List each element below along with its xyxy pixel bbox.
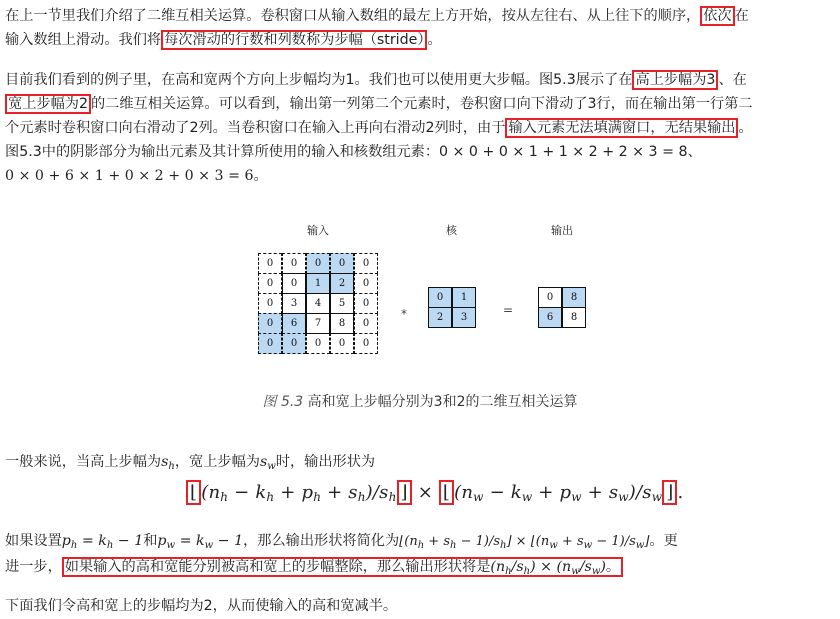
- f-sub: h: [266, 490, 275, 504]
- m: = k: [77, 533, 107, 549]
- matrix-cell: 5: [330, 293, 354, 314]
- text: 。更: [649, 533, 678, 549]
- m: p: [157, 533, 167, 549]
- f-sub: h: [220, 490, 229, 504]
- matrix-cell: 0: [354, 273, 378, 294]
- text: 在: [734, 8, 749, 24]
- text: ，宽上步幅为: [174, 454, 260, 470]
- text: 的二维互相关运算。可以看到，输出第一列第二个元素时，卷积窗口向下滑动了3行，而在输出第一行第二: [90, 96, 753, 112]
- caption-text: 高和宽上步幅分别为3和2的二维互相关运算: [307, 394, 578, 410]
- matrix-cell: 3: [282, 293, 306, 314]
- caption-number: 图 5.3: [262, 394, 304, 410]
- output-label: 输出: [551, 224, 573, 237]
- matrix-cell: 6: [538, 307, 562, 328]
- m-sub: h: [523, 566, 531, 577]
- matrix-cell: 1: [306, 273, 330, 294]
- kernel-label: 核: [446, 224, 457, 237]
- para1-line1: [5, 6, 749, 26]
- m-sub: w: [591, 566, 601, 577]
- m: /s: [579, 559, 592, 575]
- para5-line1: [5, 596, 397, 616]
- text: 。: [605, 559, 621, 575]
- math-sub: w: [267, 461, 276, 472]
- m: ⌊(n: [399, 534, 418, 549]
- f: )/s: [628, 482, 652, 503]
- text: 图5.3中的阴影部分为输出元素及其计算所使用的输入和核数组元素：0 × 0 + 0 × 1 + 1 × 2 + 2 × 3 = 8、: [5, 144, 702, 160]
- para3-line1: [5, 452, 375, 477]
- matrix-cell: 0: [282, 273, 306, 294]
- f-sub: w: [571, 490, 582, 504]
- m: − 1)/s: [592, 534, 636, 549]
- matrix-cell: 0: [538, 287, 562, 308]
- f: − k: [483, 482, 522, 503]
- m-sub: h: [106, 540, 114, 551]
- multiply-sign: *: [401, 307, 407, 321]
- period: .: [677, 482, 684, 503]
- matrix-cell: 0: [354, 333, 378, 354]
- text: 。: [427, 32, 442, 48]
- matrix-cell: 0: [354, 253, 378, 274]
- para2-line5: [5, 166, 268, 186]
- text: 一般来说，当高上步幅为: [5, 454, 162, 470]
- highlight-box: 输入元素无法填满窗口，无结果输出: [505, 118, 738, 138]
- f: + p: [532, 482, 572, 503]
- m-sub: w: [166, 540, 176, 551]
- matrix-cell: 0: [330, 333, 354, 354]
- f-sub: h: [313, 490, 322, 504]
- matrix-cell: 8: [562, 307, 586, 328]
- para1-line2: [5, 30, 442, 50]
- text: 时，输出形状为: [275, 454, 376, 470]
- matrix-cell: 1: [452, 287, 476, 308]
- matrix-cell: 0: [428, 287, 452, 308]
- f: + p: [274, 482, 314, 503]
- para4-line1: [5, 531, 678, 556]
- matrix-cell: 0: [354, 293, 378, 314]
- text: 0 × 0 + 6 × 1 + 0 × 2 + 0 × 3 = 6。: [5, 168, 268, 184]
- rfloor-highlight: ⌋: [662, 480, 677, 505]
- m: + s: [424, 534, 450, 549]
- text: 输入数组上滑动。我们将: [5, 32, 162, 48]
- text: 目前我们看到的例子里，在高和宽两个方向上步幅均为1。我们也可以使用更大步幅。图5.3展示了在: [5, 72, 633, 88]
- equals-sign: =: [503, 303, 514, 317]
- m-sub: w: [204, 540, 214, 551]
- f: )/s: [365, 482, 389, 503]
- m-sub: h: [70, 540, 78, 551]
- m: − 1: [113, 533, 144, 549]
- m-sub: w: [635, 540, 645, 551]
- text: 和: [143, 533, 158, 549]
- matrix-cell: 0: [282, 333, 306, 354]
- m-sub: w: [549, 540, 558, 551]
- m: p: [61, 533, 71, 549]
- m: + s: [557, 534, 584, 549]
- para2-line2: [5, 94, 753, 114]
- matrix-cell: 0: [258, 253, 282, 274]
- matrix-cell: 0: [306, 253, 330, 274]
- text: 个元素时卷积窗口向右滑动了2列。当卷积窗口在输入上再向右滑动2列时，由于: [5, 120, 506, 136]
- highlight-box: 依次: [700, 6, 734, 26]
- matrix-cell: 0: [354, 313, 378, 334]
- kernel-matrix: [428, 287, 476, 327]
- m: = k: [175, 533, 205, 549]
- matrix-cell: 4: [306, 293, 330, 314]
- m-sub: w: [571, 566, 580, 577]
- math-s: s: [161, 454, 169, 470]
- highlight-box: [62, 557, 623, 577]
- matrix-cell: 0: [258, 293, 282, 314]
- text: 进一步，: [5, 559, 62, 575]
- output-shape-formula: [186, 482, 683, 504]
- m: − 1)/s: [456, 534, 501, 549]
- input-label: 输入: [307, 224, 329, 237]
- f-sub: w: [651, 490, 663, 504]
- highlight-box: 高上步幅为3: [632, 70, 718, 90]
- text: 。: [738, 120, 753, 136]
- matrix-cell: 2: [330, 273, 354, 294]
- matrix-cell: 0: [258, 333, 282, 354]
- f-sub: w: [618, 490, 629, 504]
- m-sub: h: [505, 566, 512, 577]
- text: ，那么输出形状将简化为: [243, 533, 400, 549]
- para2-line3: [5, 118, 753, 138]
- m: ) × (n: [530, 559, 572, 575]
- matrix-cell: 0: [330, 253, 354, 274]
- f-sub: h: [388, 490, 397, 504]
- text: 在上一节里我们介绍了二维互相关运算。卷积窗口从输入数组的最左上方开始，按从左往右、从上往下的顺序，: [5, 8, 701, 24]
- para2-line1: [5, 70, 747, 90]
- m-sub: h: [500, 540, 507, 551]
- matrix-cell: 7: [306, 313, 330, 334]
- f-sub: h: [357, 490, 366, 504]
- matrix-cell: 0: [258, 313, 282, 334]
- m-sub: h: [450, 540, 457, 551]
- input-matrix: [258, 253, 378, 353]
- matrix-cell: 8: [562, 287, 586, 308]
- matrix-cell: 8: [330, 313, 354, 334]
- f: + s: [581, 482, 619, 503]
- rfloor-highlight: ⌋: [397, 480, 412, 505]
- highlight-box: 每次滑动的行数和列数称为步幅（stride）: [161, 30, 427, 50]
- matrix-cell: 0: [282, 253, 306, 274]
- matrix-cell: 0: [258, 273, 282, 294]
- f: − k: [228, 482, 267, 503]
- f-sub: w: [521, 490, 533, 504]
- matrix-cell: 3: [452, 307, 476, 328]
- m-sub: w: [583, 540, 593, 551]
- m: ): [600, 559, 606, 575]
- para4-line2: [5, 557, 623, 582]
- text: 下面我们令高和宽上的步幅均为2，从而使输入的高和宽减半。: [5, 598, 398, 614]
- para2-line4: [5, 142, 702, 162]
- m: /s: [511, 559, 524, 575]
- matrix-cell: 0: [306, 333, 330, 354]
- f: (n: [201, 482, 221, 503]
- math-s: s: [259, 454, 268, 470]
- highlight-box: 宽上步幅为2: [5, 94, 91, 114]
- text: 如果输入的高和宽能分别被高和宽上的步幅整除，那么输出形状将是: [64, 559, 491, 575]
- m-sub: h: [417, 540, 425, 551]
- matrix-cell: 6: [282, 313, 306, 334]
- math-sub: h: [168, 461, 175, 472]
- text: 、在: [718, 72, 747, 88]
- f: (n: [454, 482, 474, 503]
- m: ⌋ × ⌊(n: [506, 534, 550, 549]
- f-sub: w: [473, 490, 484, 504]
- m: ⌋: [644, 534, 650, 549]
- m: (n: [490, 559, 506, 575]
- lfloor-highlight: ⌊: [186, 480, 201, 505]
- figure-caption: [0, 391, 840, 411]
- matrix-cell: 2: [428, 307, 452, 328]
- m: − 1: [213, 533, 244, 549]
- output-matrix: [538, 287, 586, 327]
- lfloor-highlight: ⌊: [439, 480, 454, 505]
- times-sign: ×: [411, 482, 439, 503]
- f: + s: [321, 482, 358, 503]
- text: 如果设置: [5, 533, 62, 549]
